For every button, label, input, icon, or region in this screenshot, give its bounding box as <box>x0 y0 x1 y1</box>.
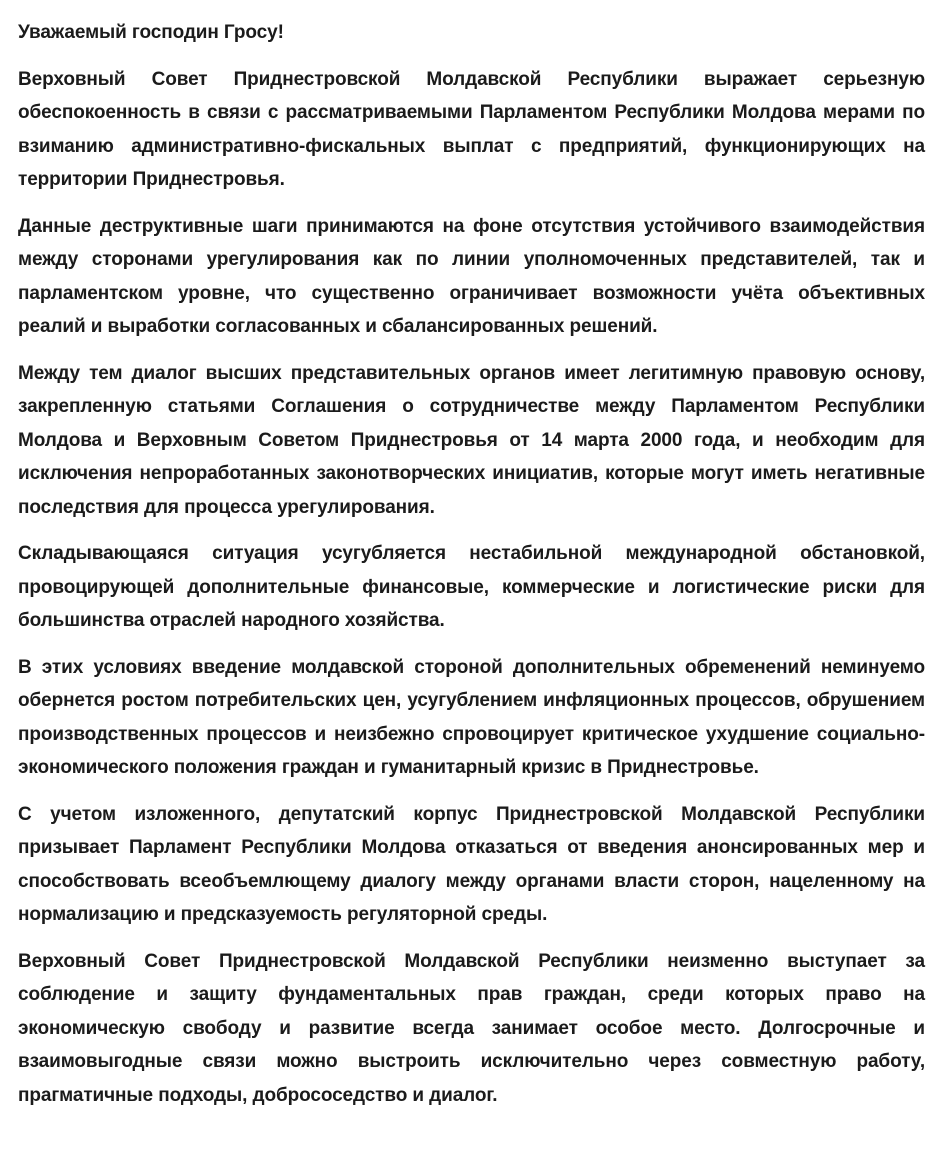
letter-paragraph-4: Складывающаяся ситуация усугубляется нестабильной международной обстановкой, провоцирующей дополнительные финансовые, коммерческие и логистические риски для большинства отраслей народного хозяйства. <box>18 543 925 631</box>
letter-paragraph-1: Верховный Совет Приднестровской Молдавской Республики выражает серьезную обеспокоенность в связи с рассматриваемыми Парламентом Республики Молдова мерами по взиманию административно-фискальных выплат с предприятий, функционирующих на территории Приднестровья. <box>18 68 925 190</box>
letter-paragraph-2: Данные деструктивные шаги принимаются на фоне отсутствия устойчивого взаимодействия между сторонами урегулирования как по линии уполномоченных представителей, так и парламентском уровне, что существенно ограничивает возможности учёта объективных реалий и выработки согласованных и сбалансированных решений. <box>18 215 925 337</box>
letter-paragraph-3: Между тем диалог высших представительных органов имеет легитимную правовую основу, закрепленную статьями Соглашения о сотрудничестве между Парламентом Республики Молдова и Верховным Советом Приднестровья от 14 марта 2000 года, и необходим для исключения непроработанных законотворческих инициатив, которые могут иметь негативные последствия для процесса урегулирования. <box>18 362 925 518</box>
letter-paragraph-7: Верховный Совет Приднестровской Молдавской Республики неизменно выступает за соблюдение и защиту фундаментальных прав граждан, среди которых право на экономическую свободу и развитие всегда занимает особое место. Долгосрочные и взаимовыгодные связи можно выстроить исключительно через совместную работу, прагматичные подходы, добрососедство и диалог. <box>18 950 925 1106</box>
letter-paragraph-5: В этих условиях введение молдавской стороной дополнительных обременений неминуемо обернется ростом потребительских цен, усугублением инфляционных процессов, обрушением производственных процессов и неизбежно спровоцирует критическое ухудшение социально-экономического положения граждан и гуманитарный кризис в Приднестровье. <box>18 656 925 778</box>
letter-paragraph-6: С учетом изложенного, депутатский корпус Приднестровской Молдавской Республики призывает Парламент Республики Молдова отказаться от введения анонсированных мер и способствовать всеобъемлющему диалогу между органами власти сторон, нацеленному на нормализацию и предсказуемость регуляторной среды. <box>18 803 925 925</box>
salutation-line: Уважаемый господин Гросу! <box>18 22 284 43</box>
